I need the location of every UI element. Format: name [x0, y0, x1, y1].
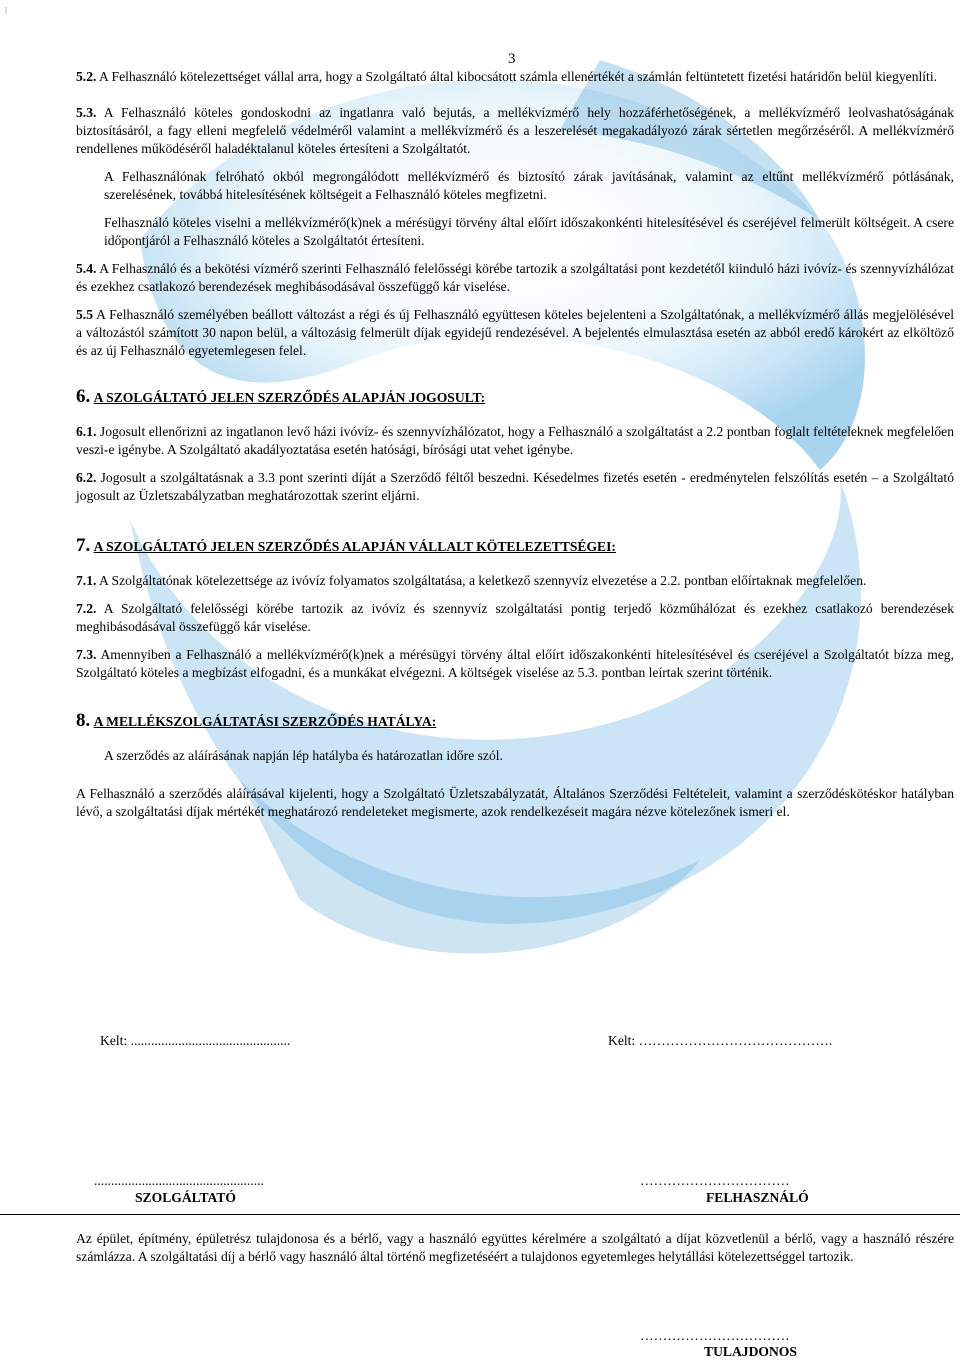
- clause-6-2: [76, 469, 954, 505]
- kelt-right: Kelt: …………………………………….: [608, 1033, 833, 1048]
- kelt-left: Kelt: ...............................................: [100, 1033, 291, 1048]
- clause-text: A Felhasználó személyében beállott változást a régi és új Felhasználó együttesen köteles bejelenteni a Szolgáltatónak, a mellékvízmérő állás megjelölésével a változástól számított 30 napon belül, a változásig felmerült díjak egyidejű rendezésével. A bejelentés elmulasztása esetén az abból eredő károkért az elköltöző és az új Felhasználó egyetemlegesen felel.: [76, 307, 954, 358]
- clause-text: Jogosult a szolgáltatásnak a 3.3 pont szerinti díját a Szerződő féltől beszedni. Késedelmes fizetés esetén - eredménytelen felszólítás esetén – a Szolgáltató jogosult az Üzletszabályzatban meghatározottak szerint eljárni.: [76, 470, 954, 503]
- signature-label-tulajdonos: TULAJDONOS: [704, 1344, 797, 1359]
- clause-7-1: [76, 572, 954, 590]
- clause-number: 7.3.: [76, 647, 97, 662]
- clause-text: A Felhasználó köteles gondoskodni az ingatlanra való bejutás, a mellékvízmérő hely hozzáférhetőségének, a mellékvízmérő leolvashatóságának biztosításáról, a fagy elleni megfelelő védelméről valamint a mellékvízmérő és a leszerelését megakadályozó zárak sértetlen megőrzéséről. A mellékvízmérő rendellenes működéséről haladéktalanul köteles értesíteni a Szolgáltatót.: [76, 105, 954, 156]
- clause-number: 7.2.: [76, 601, 97, 616]
- section-6-heading: [76, 388, 954, 407]
- divider-line: [0, 1214, 960, 1215]
- signature-line-right: ……………………………: [640, 1173, 790, 1188]
- signature-line-left: ..................................................: [94, 1173, 264, 1188]
- footer-note: Az épület, építmény, épületrész tulajdonosa és a bérlő, vagy a használó együttes kérelmére a szolgáltató a díjat közvetlenül a bérlő, vagy a használó részére számlázza. A szolgáltatási díj a bérlő vagy használó által történő megfizetéséért a tulajdonos egyetemleges helytállási kötelezettséggel tartozik.: [76, 1231, 954, 1264]
- section-title: A SZOLGÁLTATÓ JELEN SZERZŐDÉS ALAPJÁN JOGOSULT:: [93, 390, 486, 405]
- section-number: 7.: [76, 535, 91, 556]
- corner-mark: I: [4, 5, 8, 17]
- clause-text: Jogosult ellenőrizni az ingatlanon levő házi ivóvíz- és szennyvízhálózatot, hogy a Felhasználó a szolgáltatást a 2.2 pontban foglalt feltételeknek megfelelően veszi-e igénybe. A Szolgáltató akadályoztatása esetén hatósági, bírósági utat vehet igénybe.: [76, 424, 954, 457]
- owner-signature-line: ……………………………: [640, 1328, 790, 1343]
- declaration-text: A Felhasználó a szerződés aláírásával kijelenti, hogy a Szolgáltató Üzletszabályzatát, Általános Szerződési Feltételeit, valamint a szerződéskötéskor hatályban lévő, a szolgáltatási díjak mértékét meghatározó rendeleteket megismerte, azok rendelkezéseit magára nézve kötelezőnek ismeri el.: [76, 786, 954, 819]
- clause-6-1: [76, 423, 954, 459]
- signature-label-felhasznalo: FELHASZNÁLÓ: [706, 1190, 809, 1205]
- clause-5-3: [76, 104, 954, 158]
- clause-number: 6.2.: [76, 470, 97, 485]
- section-8-heading: [76, 712, 954, 731]
- clause-8-text: A szerződés az aláírásának napján lép hatályba és határozatlan időre szól.: [104, 748, 503, 763]
- document-body: [76, 68, 954, 821]
- clause-text: A Felhasználó és a bekötési vízmérő szerinti Felhasználó felelősségi körébe tartozik a szolgáltatási pont kezdetétől kiinduló házi ivóvíz- és szennyvízhálózat és ezekhez csatlakozó berendezések meghibásodásával összefüggő kár viselése.: [76, 261, 954, 294]
- clause-5-5: [76, 306, 954, 360]
- clause-text: Amennyiben a Felhasználó a mellékvízmérő(k)nek a mérésügyi törvény által előírt időszakonkénti hitelesítésével és cseréjével a Szolgáltatót bízza meg, Szolgáltató köteles a megbízást elfogadni, és a munkákat elvégezni. A költségek viselése az 5.3. pontban leírtak szerint történik.: [76, 647, 954, 680]
- clause-text: A Felhasználó kötelezettséget vállal arra, hogy a Szolgáltató által kibocsátott számla ellenértékét a számlán feltüntetett fizetési határidőn belül kiegyenlíti.: [99, 69, 938, 84]
- clause-7-3: [76, 646, 954, 682]
- section-7-heading: [76, 537, 954, 556]
- clause-text: A Szolgáltató felelősségi körébe tartozik az ivóvíz és szennyvíz szolgáltatási pontig terjedő közműhálózat és ezekhez csatlakozó berendezések meghibásodásával összefüggő kár viselése.: [76, 601, 954, 634]
- signature-label-szolgaltato: SZOLGÁLTATÓ: [135, 1190, 236, 1205]
- clause-number: 5.2.: [76, 69, 97, 84]
- clause-5-3-paragraph-2: A Felhasználónak felróható okból megrongálódott mellékvízmérő és biztosító zárak javításának, valamint az eltűnt mellékvízmérő pótlásának, szerelésének, továbbá hitelesítésének költségeit a Felhasználó köteles megfizetni.: [104, 169, 954, 202]
- section-number: 8.: [76, 710, 91, 731]
- section-number: 6.: [76, 386, 91, 407]
- clause-number: 7.1.: [76, 573, 97, 588]
- page-number: 3: [508, 51, 516, 67]
- clause-number: 5.5: [76, 307, 93, 322]
- clause-5-2: [76, 68, 954, 86]
- clause-text: A Szolgáltatónak kötelezettsége az ivóvíz folyamatos szolgáltatása, a keletkező szennyvíz elvezetése a 2.2. pontban előírtaknak megfelelően.: [99, 573, 867, 588]
- clause-number: 5.3.: [76, 105, 97, 120]
- clause-7-2: [76, 600, 954, 636]
- section-title: A MELLÉKSZOLGÁLTATÁSI SZERZŐDÉS HATÁLYA:: [93, 714, 437, 729]
- section-title: A SZOLGÁLTATÓ JELEN SZERZŐDÉS ALAPJÁN VÁLLALT KÖTELEZETTSÉGEI:: [93, 539, 616, 554]
- clause-5-3-paragraph-3: Felhasználó köteles viselni a mellékvízmérő(k)nek a mérésügyi törvény által előírt időszakonkénti hitelesítésével és cseréjével felmerült költségeit. A csere időpontjáról a Felhasználó köteles a Szolgáltatót értesíteni.: [104, 215, 954, 248]
- clause-number: 5.4.: [76, 261, 97, 276]
- clause-number: 6.1.: [76, 424, 97, 439]
- clause-5-4: [76, 260, 954, 296]
